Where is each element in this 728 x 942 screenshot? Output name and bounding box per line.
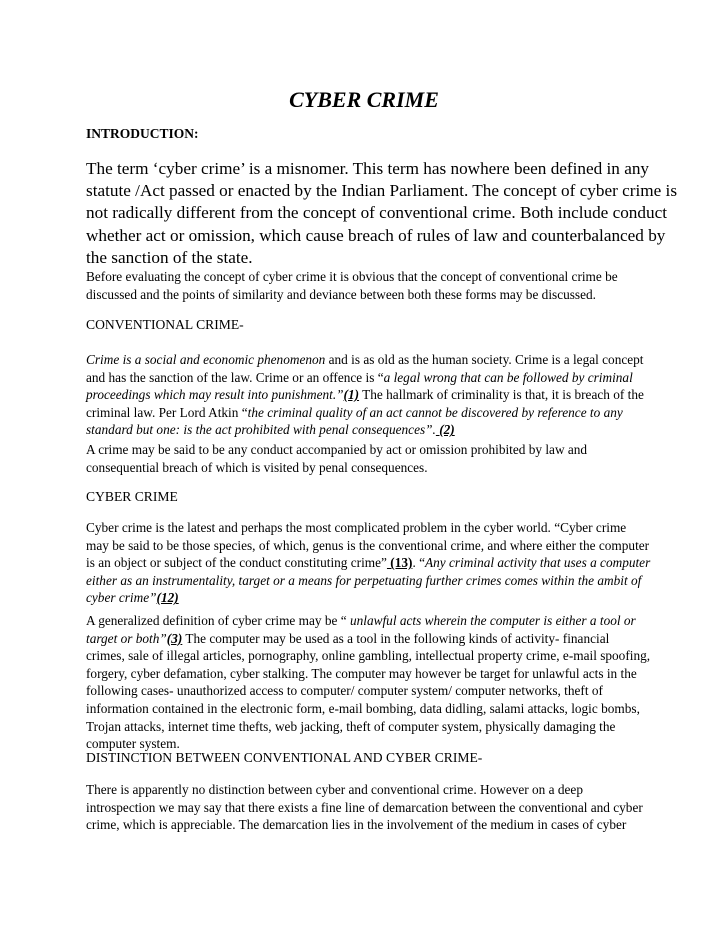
text-line: may be said to be those species, of which, genus is the conventional crime, and where either the computer xyxy=(86,537,650,553)
conventional-crime-heading: CONVENTIONAL CRIME- xyxy=(86,317,244,332)
text-line: not radically different from the concept of conventional crime. Both include conduct xyxy=(86,203,667,223)
text-line: computer system. xyxy=(86,736,180,752)
reference-marker: (13) xyxy=(386,555,413,571)
text-line xyxy=(86,404,656,422)
conventional-crime-paragraph xyxy=(86,351,656,439)
text-line: Before evaluating the concept of cyber crime it is obvious that the concept of conventional crime be xyxy=(86,269,618,284)
text-line: whether act or omission, which cause breach of rules of law and counterbalanced by xyxy=(86,225,666,245)
distinction-paragraph xyxy=(86,781,656,834)
text: . “ xyxy=(412,555,425,571)
text: The computer may be used as a tool in the following kinds of activity- financial xyxy=(182,630,610,646)
italic-text: unlawful acts wherein the computer is either a tool or xyxy=(346,613,636,628)
text-line: Cyber crime is the latest and perhaps the most complicated problem in the cyber world. “Cyber crime xyxy=(86,520,627,535)
italic-text: Crime is a social and economic phenomenon xyxy=(86,352,326,367)
text-line: forgery, cyber defamation, cyber stalking. The computer may however be target for unlawful acts in the xyxy=(86,665,637,681)
italic-text: target or both” xyxy=(86,630,167,646)
text: criminal law. Per Lord Atkin “ xyxy=(86,404,248,420)
text: and has the sanction of the law. Crime or an offence is “ xyxy=(86,369,384,385)
introduction-heading: INTRODUCTION: xyxy=(86,126,199,141)
introduction-paragraph xyxy=(86,158,678,269)
text-line: There is apparently no distinction between cyber and conventional crime. However on a deep xyxy=(86,782,583,797)
reference-marker: (1) xyxy=(343,387,360,403)
text-line: crimes, sale of illegal articles, pornography, online gambling, intellectual property crime, e-mail spoofing, xyxy=(86,648,651,664)
italic-text: standard but one: is the act prohibited with penal consequences”. xyxy=(86,422,436,438)
cyber-crime-paragraph xyxy=(86,519,656,607)
italic-text: either as an instrumentality, target or a means for perpetuating further crimes comes within the ambit of xyxy=(86,572,642,588)
generalized-definition-paragraph xyxy=(86,612,656,753)
text: A generalized definition of cyber crime may be “ xyxy=(86,613,347,628)
text-line xyxy=(86,386,656,404)
italic-text: a legal wrong that can be followed by criminal xyxy=(383,369,633,385)
reference-marker: (12) xyxy=(156,590,179,606)
distinction-heading: DISTINCTION BETWEEN CONVENTIONAL AND CYBER CRIME- xyxy=(86,750,483,765)
text-line: statute /Act passed or enacted by the Indian Parliament. The concept of cyber crime is xyxy=(86,181,678,201)
text-line: discussed and the points of similarity and deviance between both these forms may be discussed. xyxy=(86,286,596,302)
text-line xyxy=(86,630,656,648)
text: The hallmark of criminality is that, it is breach of the xyxy=(359,387,644,403)
text-line: the sanction of the state. xyxy=(86,247,253,267)
text: and is as old as the human society. Crime is a legal concept xyxy=(325,352,644,367)
text-line xyxy=(86,369,656,387)
document-title: CYBER CRIME xyxy=(289,87,439,112)
text-line xyxy=(86,572,656,590)
text-line: consequential breach of which is visited by penal consequences. xyxy=(86,459,428,475)
reference-marker: (2) xyxy=(435,422,455,438)
text-line: crime, which is appreciable. The demarcation lies in the involvement of the medium in cases of cyber xyxy=(86,817,627,833)
text-line: introspection we may say that there exists a fine line of demarcation between the conventional and cyber xyxy=(86,799,643,815)
italic-text: proceedings which may result into punishment.” xyxy=(86,387,344,403)
text-line: Trojan attacks, internet time thefts, web jacking, theft of computer system, physically damaging the xyxy=(86,718,616,734)
text-line: A crime may be said to be any conduct accompanied by act or omission prohibited by law and xyxy=(86,442,588,457)
text-line: following cases- unauthorized access to computer/ computer system/ computer networks, theft of xyxy=(86,683,603,699)
text-line xyxy=(86,351,656,369)
italic-text: Any criminal activity that uses a computer xyxy=(425,555,651,571)
italic-text: cyber crime” xyxy=(86,590,157,606)
italic-text: the criminal quality of an act cannot be discovered by reference to any xyxy=(247,404,623,420)
cyber-crime-heading: CYBER CRIME xyxy=(86,489,178,504)
text-line xyxy=(86,554,656,572)
text-line xyxy=(86,612,656,630)
evaluation-paragraph xyxy=(86,268,656,303)
text-line: information contained in the electronic form, e-mail bombing, data didling, salami attacks, logic bombs, xyxy=(86,700,640,716)
crime-definition-paragraph xyxy=(86,441,656,476)
text: is an object or subject of the conduct constituting crime” xyxy=(86,555,387,571)
text-line: The term ‘cyber crime’ is a misnomer. This term has nowhere been defined in any xyxy=(86,159,650,178)
text-line xyxy=(86,589,656,607)
text-line xyxy=(86,421,656,439)
reference-marker: (3) xyxy=(166,630,183,646)
